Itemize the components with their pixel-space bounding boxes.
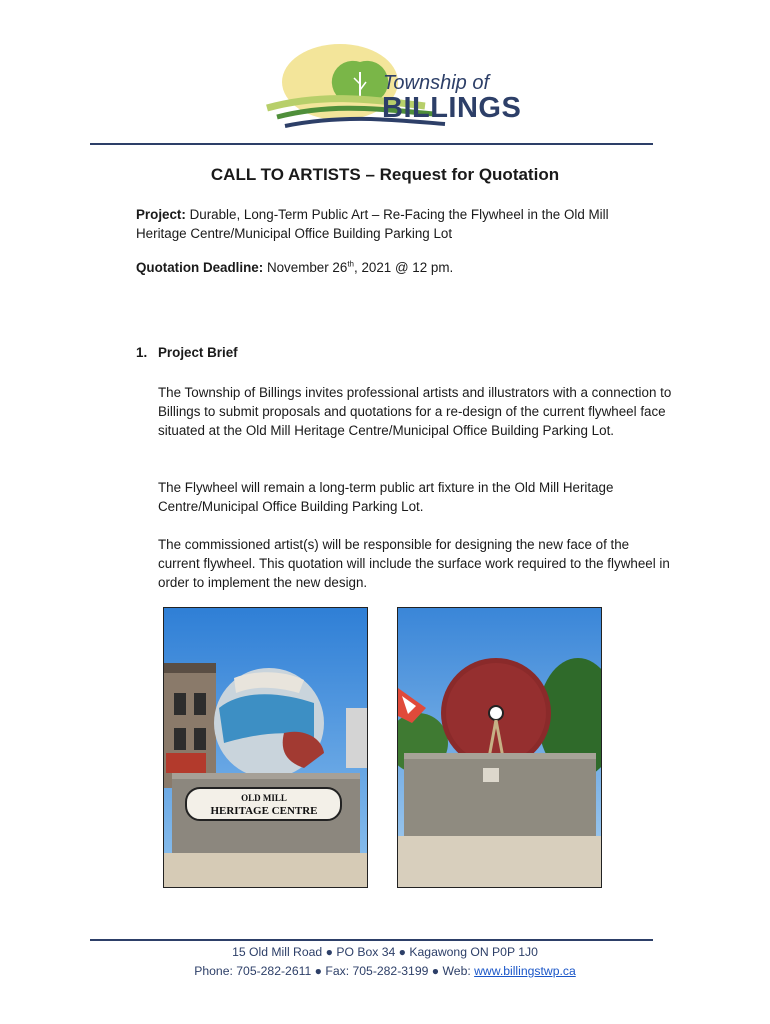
footer-phone-fax: Phone: 705-282-2611 ● Fax: 705-282-3199 ● Web: [194,964,475,978]
project-label: Project: [136,207,186,222]
sign-text-heritage-centre: HERITAGE CENTRE [210,805,318,817]
photo-painted-flywheel [163,607,368,888]
header-divider [90,143,653,145]
footer-divider [90,939,653,941]
photo-red-flywheel [397,607,602,888]
deadline-date-suffix: th [347,259,354,269]
deadline-date: November 26 [263,260,348,275]
project-text: Durable, Long-Term Public Art – Re-Facing the Flywheel in the Old Mill Heritage Centre/Municipal Office Building Parking Lot [136,207,609,241]
project-line [136,205,656,243]
brief-paragraph-3: The commissioned artist(s) will be responsible for designing the new face of the current flywheel. This quotation will include the surface work required to the flywheel in order to implement the new design. [158,537,670,590]
section-heading-project-brief [136,345,238,360]
section-title: Project Brief [158,345,238,360]
logo-text-township: Township of [383,72,489,94]
sign-text-old-mill: OLD MILL [241,793,287,803]
brief-paragraph-2: The Flywheel will remain a long-term public art fixture in the Old Mill Heritage Centre/Municipal Office Building Parking Lot. [158,480,614,514]
deadline-label: Quotation Deadline: [136,260,264,275]
logo-text-billings: BILLINGS [382,92,522,124]
section-number: 1. [136,345,148,360]
website-link[interactable]: www.billingstwp.ca [474,964,576,978]
deadline-line [136,258,656,277]
footer-address: 15 Old Mill Road ● PO Box 34 ● Kagawong ON P0P 1J0 [232,945,538,959]
deadline-time: , 2021 @ 12 pm. [354,260,454,275]
document-title: CALL TO ARTISTS – Request for Quotation [210,165,560,184]
footer-contact [0,962,770,981]
brief-paragraph-1: The Township of Billings invites professional artists and illustrators with a connection to Billings to submit proposals and quotations for a re-design of the current flywheel face situated at the Old Mill Heritage Centre/Municipal Office Building Parking Lot. [158,385,672,438]
